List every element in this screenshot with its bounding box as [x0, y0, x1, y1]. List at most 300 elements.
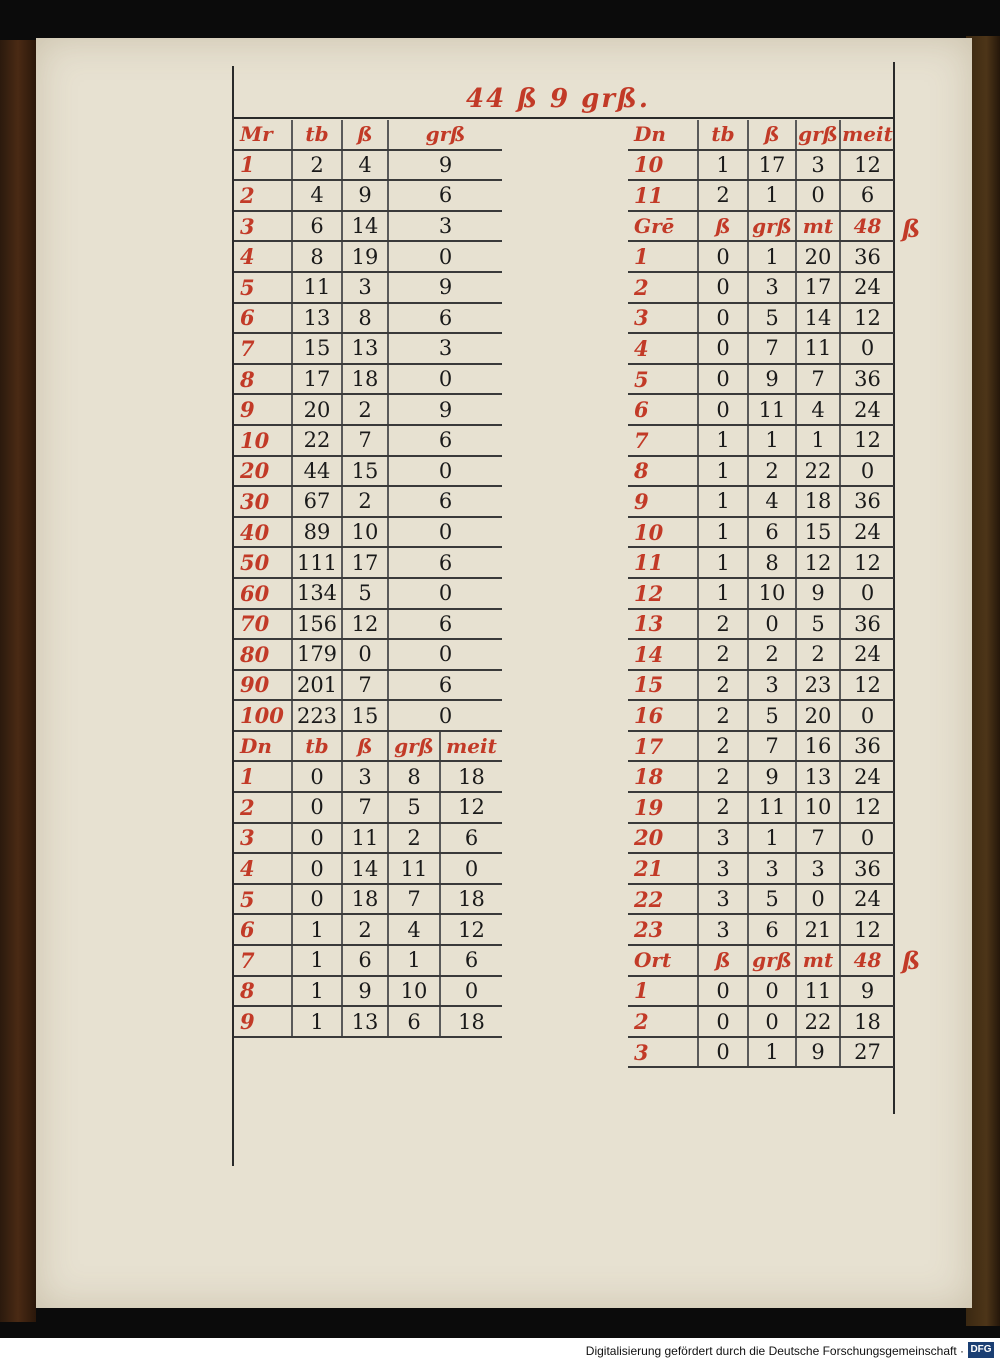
table-row — [628, 486, 894, 517]
value-cell: 3 — [796, 853, 840, 884]
value-cell: 11 — [292, 272, 342, 303]
row-label-cell: 20 — [628, 823, 698, 854]
value-cell: 18 — [342, 884, 388, 915]
table-row — [628, 914, 894, 945]
value-cell: 4 — [342, 150, 388, 181]
value-cell: 48 — [840, 945, 894, 976]
value-cell: 3 — [748, 272, 796, 303]
value-cell: 11 — [748, 394, 796, 425]
value-cell: 7 — [342, 670, 388, 701]
row-label-cell: 90 — [234, 670, 292, 701]
row-label-cell: 60 — [234, 578, 292, 609]
row-label-cell: 3 — [234, 823, 292, 854]
value-cell: 2 — [748, 639, 796, 670]
row-label-cell: 17 — [628, 731, 698, 762]
table-row — [234, 914, 502, 945]
value-cell: 12 — [840, 303, 894, 334]
value-cell: 11 — [342, 823, 388, 854]
value-cell: 1 — [698, 578, 748, 609]
value-cell: 9 — [796, 578, 840, 609]
row-label-cell: 23 — [628, 914, 698, 945]
value-cell: grß — [796, 120, 840, 150]
table-row — [628, 456, 894, 487]
table-row — [234, 578, 502, 609]
table-row — [628, 425, 894, 456]
value-cell: 67 — [292, 486, 342, 517]
value-cell: 10 — [748, 578, 796, 609]
value-cell: 13 — [342, 333, 388, 364]
table-row — [628, 639, 894, 670]
value-cell: 1 — [698, 547, 748, 578]
value-cell: 0 — [840, 578, 894, 609]
value-cell: 9 — [342, 976, 388, 1007]
table-row — [628, 792, 894, 823]
value-cell: 4 — [796, 394, 840, 425]
value-cell: 1 — [698, 517, 748, 548]
row-label-cell: 100 — [234, 700, 292, 731]
value-cell: 2 — [748, 456, 796, 487]
table-row — [234, 486, 502, 517]
row-label-cell: 4 — [234, 241, 292, 272]
table-row — [628, 150, 894, 181]
value-cell: 0 — [796, 884, 840, 915]
value-cell: 0 — [388, 364, 502, 395]
value-cell: 2 — [698, 180, 748, 211]
value-cell: 0 — [440, 976, 502, 1007]
table-row — [628, 517, 894, 548]
value-cell: 223 — [292, 700, 342, 731]
table-row — [628, 884, 894, 915]
table-row — [234, 761, 502, 792]
row-label-cell: 10 — [628, 517, 698, 548]
table-row — [234, 853, 502, 884]
row-label-cell: 2 — [628, 272, 698, 303]
table-row — [234, 333, 502, 364]
value-cell: 18 — [796, 486, 840, 517]
value-cell: ß — [748, 120, 796, 150]
row-label-cell: Ort — [628, 945, 698, 976]
value-cell: ß — [342, 731, 388, 762]
value-cell: 134 — [292, 578, 342, 609]
value-cell: 89 — [292, 517, 342, 548]
row-label-cell: 5 — [628, 364, 698, 395]
row-label-cell: 6 — [234, 914, 292, 945]
row-label-cell: 9 — [234, 394, 292, 425]
value-cell: 2 — [342, 394, 388, 425]
table-row — [234, 364, 502, 395]
value-cell: 24 — [840, 639, 894, 670]
table-row — [234, 884, 502, 915]
table-header-row — [628, 211, 894, 242]
value-cell: 8 — [292, 241, 342, 272]
value-cell: 15 — [796, 517, 840, 548]
value-cell: ß — [698, 945, 748, 976]
value-cell: 1 — [748, 1037, 796, 1068]
table-row — [234, 211, 502, 242]
value-cell: 36 — [840, 486, 894, 517]
value-cell: 24 — [840, 272, 894, 303]
table-row — [234, 823, 502, 854]
value-cell: grß — [748, 945, 796, 976]
row-label-cell: 2 — [234, 792, 292, 823]
row-label-cell: 15 — [628, 670, 698, 701]
row-label-cell: 4 — [628, 333, 698, 364]
value-cell: 6 — [292, 211, 342, 242]
value-cell: 0 — [748, 976, 796, 1007]
table-row — [234, 792, 502, 823]
value-cell: 0 — [840, 456, 894, 487]
value-cell: 8 — [388, 761, 440, 792]
table-row — [234, 976, 502, 1007]
table-row — [628, 976, 894, 1007]
value-cell: 2 — [342, 914, 388, 945]
value-cell: 6 — [388, 180, 502, 211]
value-cell: 24 — [840, 517, 894, 548]
value-cell: tb — [292, 731, 342, 762]
value-cell: 2 — [796, 639, 840, 670]
value-cell: 9 — [796, 1037, 840, 1068]
value-cell: 13 — [796, 761, 840, 792]
value-cell: 1 — [292, 976, 342, 1007]
value-cell: 4 — [292, 180, 342, 211]
margin-note-upper: ß — [902, 214, 921, 243]
table-row — [234, 180, 502, 211]
value-cell: 5 — [748, 700, 796, 731]
row-label-cell: 13 — [628, 609, 698, 640]
row-label-cell: 2 — [234, 180, 292, 211]
value-cell: 14 — [796, 303, 840, 334]
value-cell: 0 — [698, 1037, 748, 1068]
value-cell: 21 — [796, 914, 840, 945]
table-row — [628, 180, 894, 211]
footer-credit: Digitalisierung gefördert durch die Deutsche Forschungsgemeinschaft · — [585, 1344, 964, 1358]
value-cell: 6 — [388, 670, 502, 701]
row-label-cell: 11 — [628, 180, 698, 211]
row-label-cell: 1 — [234, 761, 292, 792]
value-cell: 22 — [796, 1006, 840, 1037]
value-cell: 17 — [748, 150, 796, 181]
table-row — [628, 823, 894, 854]
value-cell: 1 — [748, 425, 796, 456]
value-cell: 4 — [748, 486, 796, 517]
value-cell: 6 — [440, 823, 502, 854]
table-header-row — [234, 731, 502, 762]
value-cell: 7 — [796, 823, 840, 854]
table-row — [234, 241, 502, 272]
row-label-cell: 1 — [234, 150, 292, 181]
value-cell: 5 — [796, 609, 840, 640]
value-cell: 10 — [342, 517, 388, 548]
value-cell: 18 — [840, 1006, 894, 1037]
value-cell: 24 — [840, 761, 894, 792]
value-cell: 5 — [388, 792, 440, 823]
table-header-row — [628, 120, 894, 150]
value-cell: 0 — [840, 700, 894, 731]
value-cell: 27 — [840, 1037, 894, 1068]
row-label-cell: 21 — [628, 853, 698, 884]
value-cell: 0 — [388, 639, 502, 670]
value-cell: 0 — [698, 303, 748, 334]
table-row — [628, 547, 894, 578]
value-cell: 14 — [342, 211, 388, 242]
value-cell: ß — [698, 211, 748, 242]
value-cell: 1 — [292, 1006, 342, 1037]
table-row — [628, 700, 894, 731]
value-cell: 7 — [342, 425, 388, 456]
dfg-logo-icon: DFG — [968, 1342, 994, 1358]
value-cell: 3 — [698, 914, 748, 945]
value-cell: 12 — [796, 547, 840, 578]
row-label-cell: 19 — [628, 792, 698, 823]
value-cell: 2 — [698, 700, 748, 731]
row-label-cell: 14 — [628, 639, 698, 670]
value-cell: 156 — [292, 609, 342, 640]
row-label-cell: 22 — [628, 884, 698, 915]
table-row — [628, 731, 894, 762]
value-cell: 6 — [748, 914, 796, 945]
row-label-cell: 16 — [628, 700, 698, 731]
table-row — [234, 303, 502, 334]
value-cell: 1 — [698, 456, 748, 487]
value-cell: 2 — [698, 639, 748, 670]
row-label-cell: 10 — [234, 425, 292, 456]
value-cell: 0 — [698, 364, 748, 395]
value-cell: 6 — [440, 945, 502, 976]
value-cell: 6 — [388, 609, 502, 640]
value-cell: 36 — [840, 241, 894, 272]
value-cell: 12 — [840, 792, 894, 823]
row-label-cell: 1 — [628, 241, 698, 272]
table-row — [628, 1006, 894, 1037]
value-cell: tb — [292, 120, 342, 150]
row-label-cell: Dn — [234, 731, 292, 762]
book-board-left — [0, 40, 36, 1322]
value-cell: 20 — [796, 241, 840, 272]
value-cell: 3 — [698, 884, 748, 915]
value-cell: 8 — [748, 547, 796, 578]
table-row — [628, 1037, 894, 1068]
value-cell: 0 — [698, 272, 748, 303]
table-row — [628, 333, 894, 364]
row-label-cell: 11 — [628, 547, 698, 578]
row-label-cell: 5 — [234, 272, 292, 303]
value-cell: 10 — [796, 792, 840, 823]
row-label-cell: 1 — [628, 976, 698, 1007]
value-cell: 7 — [748, 731, 796, 762]
value-cell: 22 — [796, 456, 840, 487]
table-row — [234, 547, 502, 578]
row-label-cell: 6 — [628, 394, 698, 425]
table-row — [628, 241, 894, 272]
value-cell: 2 — [698, 761, 748, 792]
value-cell: 0 — [292, 884, 342, 915]
value-cell: grß — [388, 731, 440, 762]
value-cell: 2 — [388, 823, 440, 854]
value-cell: 0 — [698, 976, 748, 1007]
value-cell: 17 — [292, 364, 342, 395]
table-row — [628, 364, 894, 395]
value-cell: 7 — [748, 333, 796, 364]
row-label-cell: 8 — [628, 456, 698, 487]
value-cell: 2 — [342, 486, 388, 517]
ledger-table-left — [234, 120, 502, 1038]
row-label-cell: 18 — [628, 761, 698, 792]
footer-bar — [0, 1338, 1000, 1364]
value-cell: 2 — [698, 609, 748, 640]
value-cell: grß — [748, 211, 796, 242]
value-cell: 36 — [840, 364, 894, 395]
ledger-table-right — [628, 120, 894, 1068]
value-cell: 0 — [292, 823, 342, 854]
value-cell: 2 — [698, 731, 748, 762]
value-cell: 1 — [698, 150, 748, 181]
value-cell: 0 — [748, 609, 796, 640]
value-cell: tb — [698, 120, 748, 150]
value-cell: 0 — [388, 456, 502, 487]
row-label-cell: 70 — [234, 609, 292, 640]
value-cell: 6 — [388, 1006, 440, 1037]
table-row — [234, 425, 502, 456]
table-row — [234, 272, 502, 303]
table-row — [234, 456, 502, 487]
row-label-cell: Dn — [628, 120, 698, 150]
value-cell: 6 — [388, 425, 502, 456]
value-cell: 9 — [748, 761, 796, 792]
value-cell: 14 — [342, 853, 388, 884]
value-cell: 1 — [748, 241, 796, 272]
value-cell: 17 — [342, 547, 388, 578]
value-cell: 2 — [698, 792, 748, 823]
value-cell: 2 — [292, 150, 342, 181]
value-cell: 6 — [388, 486, 502, 517]
value-cell: 6 — [840, 180, 894, 211]
value-cell: 11 — [748, 792, 796, 823]
value-cell: 3 — [388, 333, 502, 364]
value-cell: 3 — [748, 853, 796, 884]
table-row — [234, 670, 502, 701]
value-cell: 1 — [698, 425, 748, 456]
table-row — [234, 394, 502, 425]
value-cell: 0 — [698, 241, 748, 272]
row-label-cell: 30 — [234, 486, 292, 517]
value-cell: 3 — [342, 761, 388, 792]
table-row — [628, 578, 894, 609]
value-cell: 3 — [698, 853, 748, 884]
value-cell: 15 — [342, 456, 388, 487]
value-cell: 3 — [342, 272, 388, 303]
value-cell: 12 — [840, 914, 894, 945]
value-cell: 36 — [840, 853, 894, 884]
value-cell: 3 — [698, 823, 748, 854]
row-label-cell: 20 — [234, 456, 292, 487]
value-cell: 3 — [388, 211, 502, 242]
value-cell: 4 — [388, 914, 440, 945]
table-header-row — [628, 945, 894, 976]
value-cell: 36 — [840, 609, 894, 640]
value-cell: 1 — [698, 486, 748, 517]
value-cell: 179 — [292, 639, 342, 670]
value-cell: 12 — [440, 914, 502, 945]
value-cell: 12 — [342, 609, 388, 640]
value-cell: 48 — [840, 211, 894, 242]
value-cell: 6 — [342, 945, 388, 976]
value-cell: 0 — [796, 180, 840, 211]
row-label-cell: 7 — [628, 425, 698, 456]
value-cell: 18 — [440, 884, 502, 915]
row-label-cell: 7 — [234, 333, 292, 364]
value-cell: 201 — [292, 670, 342, 701]
table-row — [628, 394, 894, 425]
value-cell: 1 — [796, 425, 840, 456]
row-label-cell: 8 — [234, 976, 292, 1007]
value-cell: 9 — [388, 150, 502, 181]
value-cell: mt — [796, 945, 840, 976]
row-label-cell: 7 — [234, 945, 292, 976]
value-cell: 9 — [388, 394, 502, 425]
row-label-cell: 8 — [234, 364, 292, 395]
value-cell: 1 — [748, 180, 796, 211]
value-cell: 0 — [292, 792, 342, 823]
value-cell: 11 — [796, 976, 840, 1007]
value-cell: 11 — [796, 333, 840, 364]
value-cell: 6 — [388, 547, 502, 578]
value-cell: 0 — [388, 578, 502, 609]
value-cell: 0 — [342, 639, 388, 670]
table-row — [628, 272, 894, 303]
value-cell: 24 — [840, 884, 894, 915]
value-cell: ß — [342, 120, 388, 150]
row-label-cell: 5 — [234, 884, 292, 915]
value-cell: 6 — [748, 517, 796, 548]
row-label-cell: 3 — [628, 303, 698, 334]
value-cell: 0 — [388, 700, 502, 731]
value-cell: 7 — [388, 884, 440, 915]
value-cell: 15 — [342, 700, 388, 731]
row-label-cell: Mr — [234, 120, 292, 150]
value-cell: 12 — [840, 425, 894, 456]
value-cell: 0 — [840, 823, 894, 854]
table-row — [234, 150, 502, 181]
table-row — [234, 609, 502, 640]
value-cell: 15 — [292, 333, 342, 364]
value-cell: 1 — [388, 945, 440, 976]
value-cell: 0 — [388, 241, 502, 272]
page-header: 44 ß 9 grß. — [466, 84, 650, 114]
value-cell: 18 — [440, 1006, 502, 1037]
value-cell: 3 — [748, 670, 796, 701]
value-cell: 36 — [840, 731, 894, 762]
table-row — [234, 1006, 502, 1037]
value-cell: 0 — [698, 333, 748, 364]
value-cell: 24 — [840, 394, 894, 425]
value-cell: 44 — [292, 456, 342, 487]
value-cell: 0 — [292, 761, 342, 792]
value-cell: 0 — [440, 853, 502, 884]
value-cell: 12 — [840, 547, 894, 578]
value-cell: 16 — [796, 731, 840, 762]
value-cell: 23 — [796, 670, 840, 701]
value-cell: 12 — [440, 792, 502, 823]
value-cell: 111 — [292, 547, 342, 578]
value-cell: 2 — [698, 670, 748, 701]
table-row — [628, 609, 894, 640]
value-cell: 0 — [292, 853, 342, 884]
value-cell: 8 — [342, 303, 388, 334]
value-cell: 0 — [698, 394, 748, 425]
value-cell: 11 — [388, 853, 440, 884]
row-label-cell: 4 — [234, 853, 292, 884]
value-cell: 20 — [796, 700, 840, 731]
